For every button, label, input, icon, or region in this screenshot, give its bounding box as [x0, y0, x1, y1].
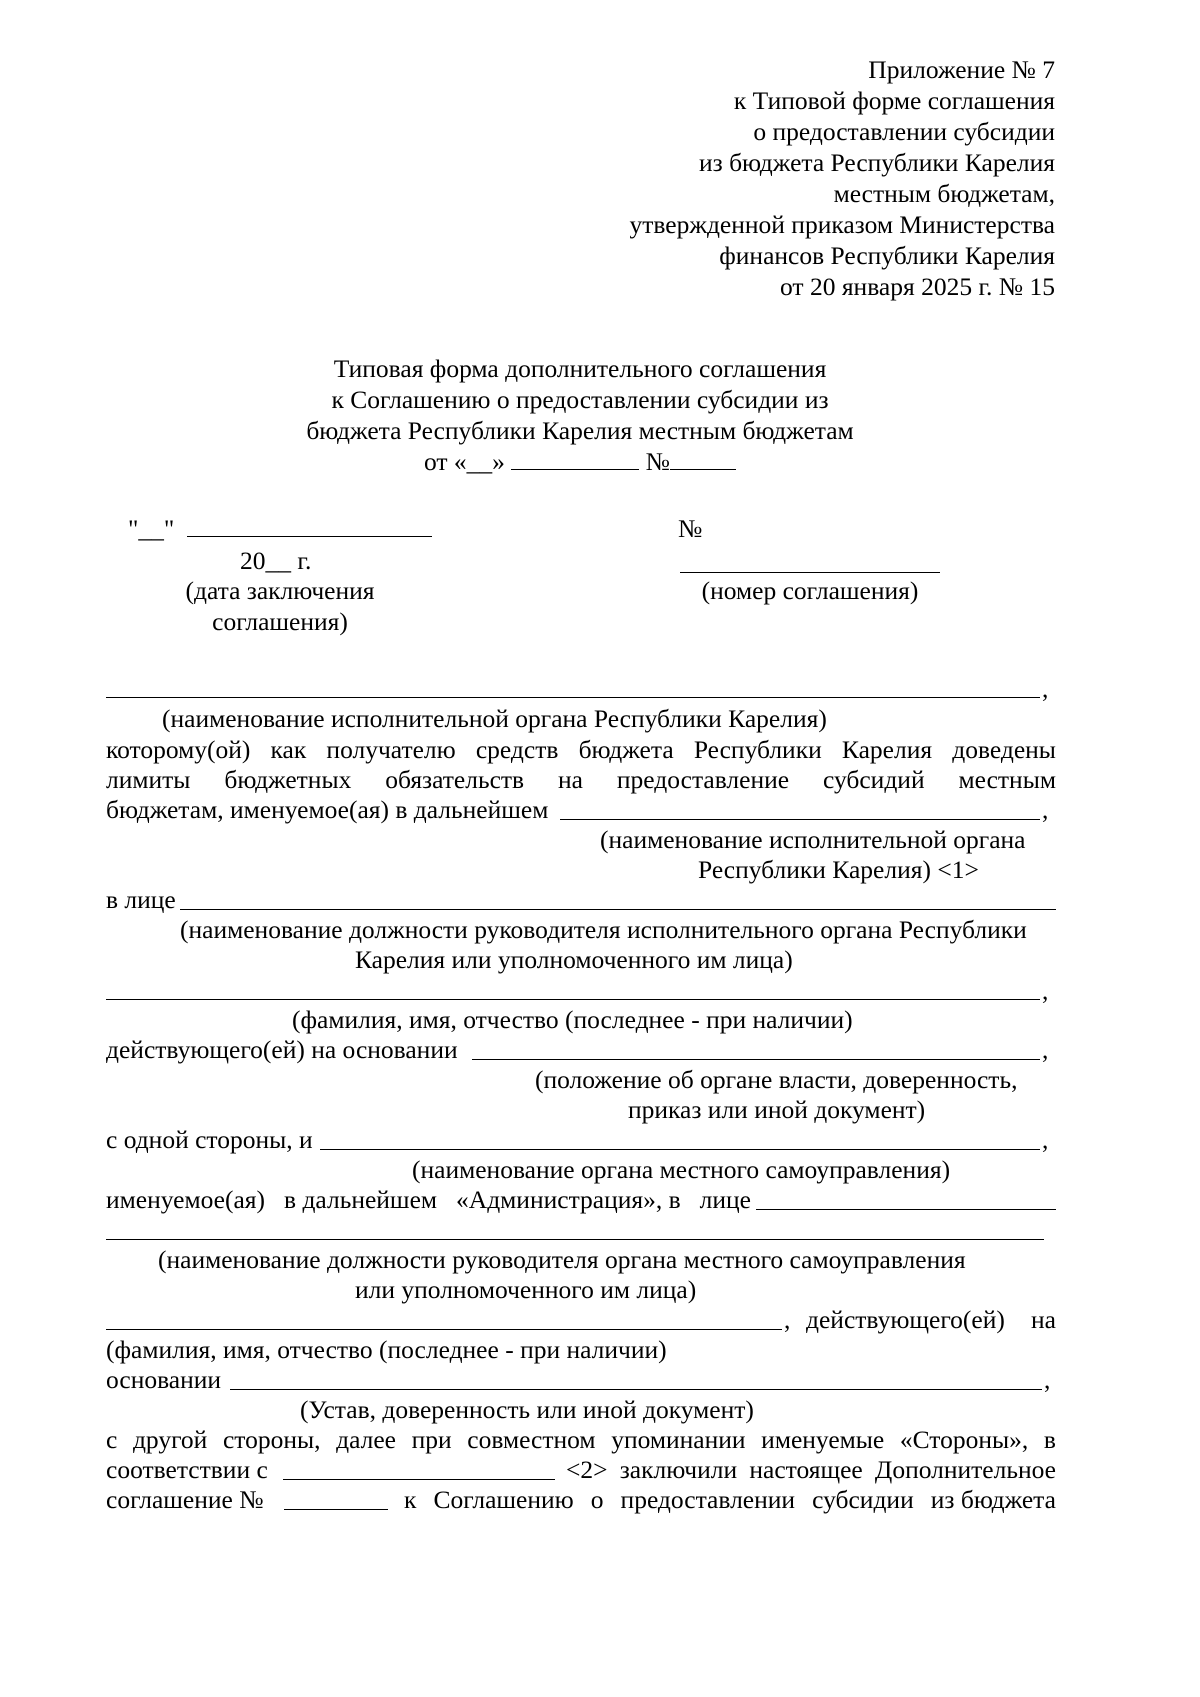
accordance-prefix: соответствии с — [106, 1455, 268, 1484]
caption-exec-organ: (наименование исполнительной органа Республики Карелия) — [162, 704, 827, 733]
title-date-blank[interactable] — [511, 469, 639, 470]
word: обязательств — [385, 765, 525, 794]
para-line-3: бюджетам, именуемое(ая) в дальнейшем — [106, 795, 549, 824]
word: доведены — [952, 735, 1056, 764]
accordance-suffix — [566, 1454, 1056, 1486]
word: в дальнейшем — [284, 1185, 438, 1214]
caption-head-position-b: Карелия или уполномоченного им лица) — [355, 945, 793, 974]
caption-head-position-a: (наименование должности руководителя исполнительного органа Республики — [180, 915, 1027, 944]
acting-on-line — [806, 1304, 1056, 1336]
number-sign: № — [678, 514, 703, 543]
title-line-4 — [0, 446, 1160, 478]
appendix-line-5: местным бюджетам, — [833, 179, 1055, 208]
word: лице — [699, 1185, 751, 1214]
date-day — [128, 513, 432, 545]
word: из бюджета — [930, 1485, 1056, 1514]
basis-blank[interactable] — [472, 1059, 1040, 1060]
word: другой — [132, 1425, 208, 1454]
caption-fio: (фамилия, имя, отчество (последнее - при наличии) — [292, 1005, 853, 1034]
word: о — [590, 1485, 604, 1514]
word: настоящее — [749, 1455, 863, 1484]
date-day-quote: "__" — [128, 514, 175, 543]
caption-exec-organ-2b: Республики Карелия) <1> — [698, 855, 979, 884]
word: к — [404, 1485, 417, 1514]
agreement-no-label: соглашение № — [106, 1485, 264, 1514]
word: на — [1031, 1305, 1056, 1334]
comma: , — [1042, 1035, 1049, 1064]
word: местным — [958, 765, 1056, 794]
title-number-blank[interactable] — [670, 469, 736, 470]
exec-organ-blank[interactable] — [106, 697, 1040, 698]
word: именуемое(ая) — [106, 1185, 266, 1214]
para-line-1 — [106, 734, 1056, 766]
word: заключили — [619, 1455, 738, 1484]
word: <2> — [566, 1455, 608, 1484]
word: при — [411, 1425, 452, 1454]
word: в — [1043, 1425, 1056, 1454]
comma: , — [1042, 1125, 1049, 1154]
appendix-line-2: к Типовой форме соглашения — [733, 86, 1055, 115]
head-position-blank[interactable] — [180, 909, 1056, 910]
caption-local-head-a: (наименование должности руководителя органа местного самоуправления — [158, 1245, 966, 1274]
caption-basis-a: (положение об органе власти, доверенность, — [535, 1065, 1018, 1094]
word: Карелия — [841, 735, 933, 764]
comma: , — [784, 1305, 791, 1334]
title-line-2: к Соглашению о предоставлении субсидии из — [331, 385, 829, 414]
title-no-sign: № — [645, 447, 671, 476]
comma: , — [1044, 1365, 1051, 1394]
comma: , — [1042, 674, 1049, 703]
caption-exec-organ-2a: (наименование исполнительной органа — [600, 825, 1026, 854]
accordance-blank[interactable] — [283, 1479, 555, 1480]
word: бюджетных — [224, 765, 352, 794]
acting-basis-label: действующего(ей) на основании — [106, 1035, 458, 1064]
word: действующего(ей) — [806, 1305, 1005, 1334]
comma: , — [1042, 976, 1049, 1005]
charter-blank[interactable] — [230, 1389, 1042, 1390]
appendix-line-1: Приложение № 7 — [868, 55, 1055, 84]
date-year: 20__ г. — [240, 546, 312, 575]
appendix-line-3: о предоставлении субсидии — [753, 117, 1055, 146]
appendix-line-4: из бюджета Республики Карелия — [698, 148, 1055, 177]
appendix-line-6: утвержденной приказом Министерства — [629, 210, 1055, 239]
date-month-blank[interactable] — [187, 536, 432, 537]
caption-local-head-b: или уполномоченного им лица) — [355, 1275, 697, 1304]
date-caption-2: соглашения) — [212, 607, 348, 636]
caption-fio-2: (фамилия, имя, отчество (последнее - при наличии) — [106, 1335, 667, 1364]
word: Соглашению — [433, 1485, 574, 1514]
other-side-line — [106, 1424, 1056, 1456]
date-caption-1: (дата заключения — [185, 576, 375, 605]
local-head-blank[interactable] — [756, 1209, 1056, 1210]
basis-label: основании — [106, 1365, 222, 1394]
word: Дополнительное — [874, 1455, 1056, 1484]
appendix-line-7: финансов Республики Карелия — [719, 241, 1055, 270]
local-gov-blank[interactable] — [320, 1149, 1040, 1150]
title-date-prefix: от «__» — [423, 447, 505, 476]
word: «Стороны», — [899, 1425, 1029, 1454]
number-blank[interactable] — [680, 572, 940, 573]
number-caption: (номер соглашения) — [701, 576, 919, 605]
last-line — [404, 1484, 1056, 1516]
word: упоминании — [611, 1425, 746, 1454]
word: на — [558, 765, 583, 794]
appendix-line-8: от 20 января 2025 г. № 15 — [780, 272, 1055, 301]
caption-charter: (Устав, доверенность или иной документ) — [300, 1395, 754, 1424]
local-fio-blank[interactable] — [106, 1329, 782, 1330]
agreement-no-blank[interactable] — [284, 1509, 388, 1510]
one-side-label: с одной стороны, и — [106, 1125, 313, 1154]
word: субсидий — [822, 765, 925, 794]
word: предоставление — [616, 765, 790, 794]
local-head-blank-2[interactable] — [106, 1239, 1044, 1240]
word: которому(ой) — [106, 735, 251, 764]
word: предоставлении — [620, 1485, 796, 1514]
word: бюджета — [578, 735, 674, 764]
word: получателю — [326, 735, 456, 764]
named-admin-line — [106, 1184, 751, 1216]
exec-organ-blank-2[interactable] — [560, 819, 1040, 820]
para-line-2 — [106, 764, 1056, 796]
word: совместном — [467, 1425, 596, 1454]
caption-local-gov: (наименование органа местного самоуправления) — [412, 1155, 951, 1184]
in-face-label: в лице — [106, 885, 176, 914]
word: Республики — [693, 735, 822, 764]
comma: , — [1042, 795, 1049, 824]
word: как — [270, 735, 307, 764]
word: субсидии — [812, 1485, 914, 1514]
caption-basis-b: приказ или иной документ) — [628, 1095, 926, 1124]
title-line-1: Типовая форма дополнительного соглашения — [333, 354, 827, 383]
word: стороны, — [222, 1425, 321, 1454]
word: далее — [336, 1425, 396, 1454]
word: лимиты — [106, 765, 191, 794]
word: с — [106, 1425, 118, 1454]
word: именуемые — [761, 1425, 885, 1454]
title-line-3: бюджета Республики Карелия местным бюджетам — [306, 416, 854, 445]
word: средств — [475, 735, 559, 764]
word: «Администрация», в — [456, 1185, 681, 1214]
fio-blank[interactable] — [106, 999, 1040, 1000]
